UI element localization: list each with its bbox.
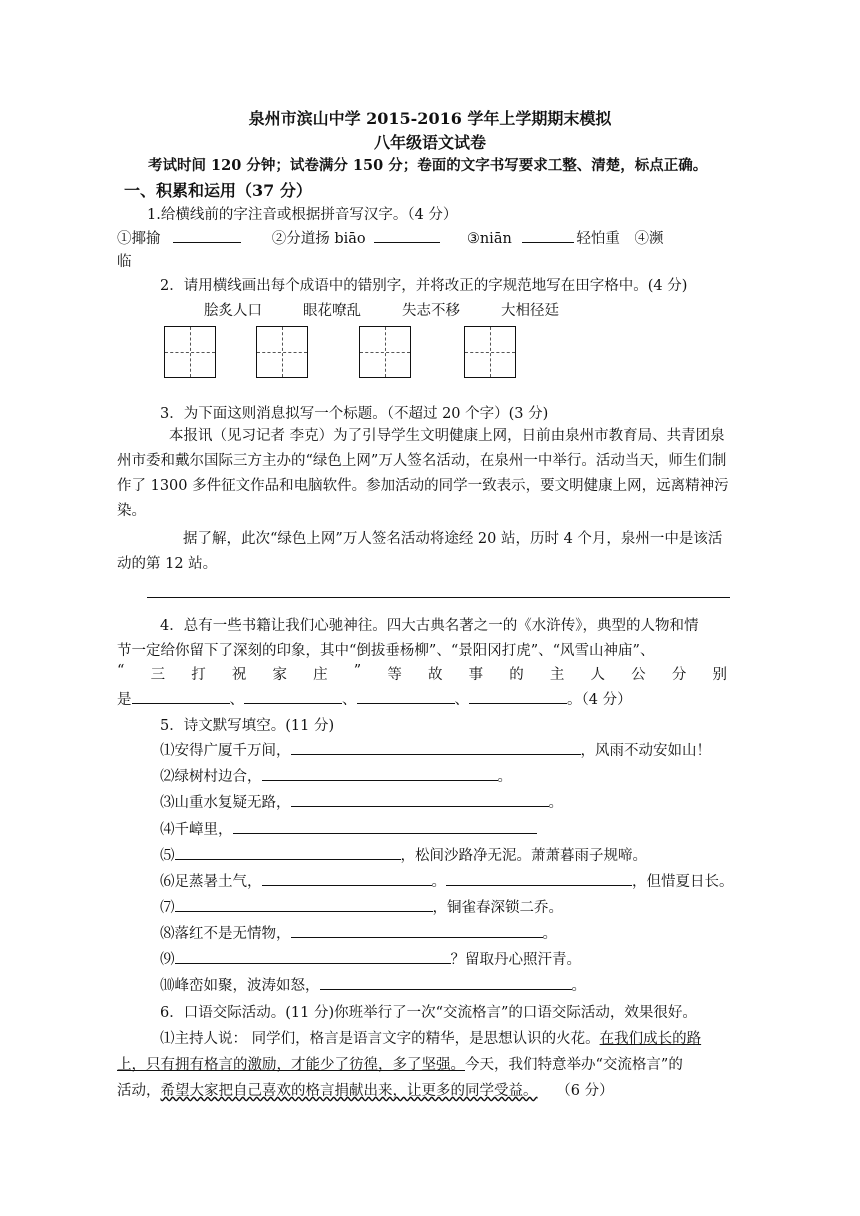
q4-char: “: [117, 663, 125, 679]
q5-blank7[interactable]: [175, 897, 433, 912]
q5-l7-prefix: ⑺: [160, 900, 175, 916]
q5-blank8[interactable]: [291, 923, 543, 938]
q5-line5: [160, 844, 647, 865]
q1-item2: ②分道扬 biāo: [271, 231, 366, 247]
q6-line1: [160, 1027, 701, 1048]
q4-char: 故: [427, 667, 443, 683]
q5-line3: [160, 791, 563, 812]
q4-sep: 、: [454, 692, 469, 708]
q4-line4-start: 是: [117, 692, 132, 708]
q4-char: 别: [712, 667, 727, 683]
q4-char: 等: [387, 667, 402, 683]
q1-blank3[interactable]: [522, 228, 574, 243]
q5-l10-prefix: ⑽峰峦如聚，波涛如怒，: [160, 978, 320, 994]
q4-char: 庄: [313, 667, 328, 683]
q6-l2-underlined: 上，只有拥有格言的激励，才能少了彷徨，多了坚强。: [117, 1057, 465, 1073]
q6-l3-score: （6 分）: [563, 1083, 614, 1099]
q5-blank5[interactable]: [175, 845, 401, 860]
q1-item1: ①揶揄: [117, 231, 161, 247]
q5-line8: [160, 922, 557, 943]
q5-blank10[interactable]: [320, 975, 572, 990]
q6-l2-text: 今天，我们特意举办“交流格言”的: [465, 1057, 683, 1073]
q2-idiom-4: 大相径廷: [501, 303, 559, 319]
q1-item3: ③niān: [466, 231, 512, 247]
exam-instructions: 考试时间 120 分钟；试卷满分 150 分；卷面的文字书写要求工整、清楚，标点正确。: [148, 157, 708, 174]
q5-line2: [160, 765, 512, 786]
q4-char: 祝: [231, 667, 247, 683]
q1-item4: ④濒: [634, 231, 664, 247]
q2-stem: 2．请用横线画出每个成语中的错别字，并将改正的字规范地写在田字格中。(4 分): [160, 278, 688, 294]
q5-l2-prefix: ⑵绿树村边合，: [160, 769, 262, 785]
q4-blank3[interactable]: [357, 689, 455, 704]
q1-items: [117, 227, 664, 248]
q5-l8-prefix: ⑻落红不是无情物，: [160, 926, 291, 942]
q5-line6: [160, 870, 734, 891]
q5-line10: [160, 974, 586, 995]
q5-l6-prefix: ⑹足蒸暑土气，: [160, 874, 262, 890]
q5-blank9[interactable]: [175, 949, 451, 964]
q5-l6-suffix: ，但惜夏日长。: [632, 874, 734, 890]
q3-answer-line[interactable]: [147, 597, 730, 598]
q3-news-para1: 本报讯（见习记者 李克）为了引导学生文明健康上网，日前由泉州市教育局、共青团泉州市委和戴尔国际三方主办的“绿色上网”万人签名活动，在泉州一中举行。活动当天，师生们制作了 1300 多件征文作品和电脑软件。参加活动的同学一致表示，要文明健康上网，远离精神污染。: [117, 428, 729, 519]
q4-blank1[interactable]: [132, 689, 230, 704]
q4-line4: [117, 688, 632, 709]
q3-news-para2: 据了解，此次“绿色上网”万人签名活动将途经 20 站，历时 4 个月，泉州一中是该活动的第 12 站。: [117, 531, 723, 572]
q5-blank1[interactable]: [291, 740, 581, 755]
q5-l6-mid: 。: [431, 874, 446, 890]
q4-char: 事: [468, 667, 484, 683]
q5-l2-suffix: 。: [497, 769, 512, 785]
q1-blank1[interactable]: [173, 228, 241, 243]
q6-l3-wavy: 希望大家把自己喜欢的格言捐献出来，让更多的同学受益。: [160, 1083, 538, 1099]
q6-line3: [117, 1079, 614, 1100]
q4-blank2[interactable]: [244, 689, 342, 704]
tianzige-box-2[interactable]: [256, 326, 308, 378]
q5-line9: [160, 948, 581, 969]
q5-l10-suffix: 。: [571, 978, 586, 994]
q4-char: 分: [671, 667, 687, 683]
q5-l5-suffix: ，松间沙路净无泥。萧萧暮雨子规啼。: [400, 848, 647, 864]
exam-subtitle: 八年级语文试卷: [373, 133, 486, 152]
q5-blank2[interactable]: [262, 766, 498, 781]
q4-char: ”: [353, 663, 362, 679]
q6-stem: 6．口语交际活动。(11 分)你班举行了一次“交流格言”的口语交际活动，效果很好。: [160, 1005, 697, 1021]
q2-idiom-3: 失志不移: [402, 303, 460, 319]
q5-l3-suffix: 。: [548, 795, 563, 811]
q5-l1-suffix: ，风雨不动安如山！: [580, 743, 711, 759]
q5-line7: [160, 896, 563, 917]
q4-line3: [117, 663, 727, 684]
q3-stem: 3．为下面这则消息拟写一个标题。（不超过 20 个字）(3 分): [160, 406, 549, 422]
q5-line1: [160, 739, 711, 760]
q5-l7-suffix: ，铜雀春深锁二乔。: [432, 900, 563, 916]
tianzige-box-4[interactable]: [464, 326, 516, 378]
q4-line1: 4．总有一些书籍让我们心驰神往。四大古典名著之一的《水浒传》，典型的人物和情: [160, 618, 699, 634]
q6-line2: [117, 1053, 683, 1074]
q4-char: 家: [272, 667, 287, 683]
q4-line2: 节一定给你留下了深刻的印象，其中“倒拔垂杨柳”、“景阳冈打虎”、“风雪山神庙”、: [117, 643, 655, 659]
q5-blank4[interactable]: [233, 819, 537, 834]
q5-l1-prefix: ⑴安得广厦千万间，: [160, 743, 291, 759]
q1-blank2[interactable]: [374, 228, 440, 243]
q4-sep: 、: [342, 692, 357, 708]
q1-item3-tail: 轻怕重: [576, 231, 620, 247]
q5-line4: [160, 818, 537, 839]
tianzige-box-1[interactable]: [164, 326, 216, 378]
q2-idiom-1: 脍炙人口: [204, 303, 262, 319]
exam-title: 泉州市滨山中学 2015-2016 学年上学期期末模拟: [248, 109, 612, 128]
tianzige-box-3[interactable]: [359, 326, 411, 378]
q4-char: 打: [191, 667, 206, 683]
q5-blank3[interactable]: [291, 792, 549, 807]
q4-char: 的: [509, 667, 524, 683]
q4-sep: 、: [229, 692, 244, 708]
q4-char: 人: [590, 667, 606, 683]
q5-stem: 5．诗文默写填空。(11 分): [160, 718, 335, 734]
q4-blank4[interactable]: [469, 689, 567, 704]
q4-char: 公: [631, 667, 646, 683]
q4-char: 主: [549, 667, 565, 683]
q5-blank6b[interactable]: [446, 871, 632, 886]
q6-l1-underlined: 在我们成长的路: [599, 1031, 702, 1047]
q5-blank6a[interactable]: [262, 871, 432, 886]
q5-l8-suffix: 。: [542, 926, 557, 942]
q2-idiom-2: 眼花嘹乱: [303, 303, 361, 319]
q5-l9-prefix: ⑼: [160, 952, 175, 968]
q5-l5-prefix: ⑸: [160, 848, 175, 864]
q6-l3-text: 活动，: [117, 1083, 161, 1099]
section-heading: 一、积累和运用（37 分）: [124, 181, 312, 200]
q5-l9-suffix: ？留取丹心照汗青。: [450, 952, 581, 968]
q4-line4-end: 。（4 分）: [567, 692, 632, 708]
q5-l4-prefix: ⑷千嶂里，: [160, 822, 233, 838]
q6-l1-text: ⑴主持人说： 同学们，格言是语言文字的精华，是思想认识的火花。: [160, 1031, 600, 1047]
q5-l3-prefix: ⑶山重水复疑无路，: [160, 795, 291, 811]
q4-char: 三: [150, 667, 166, 683]
q1-item4-cont: 临: [117, 254, 132, 270]
q1-stem: 1.给横线前的字注音或根据拼音写汉字。（4 分）: [147, 207, 458, 223]
